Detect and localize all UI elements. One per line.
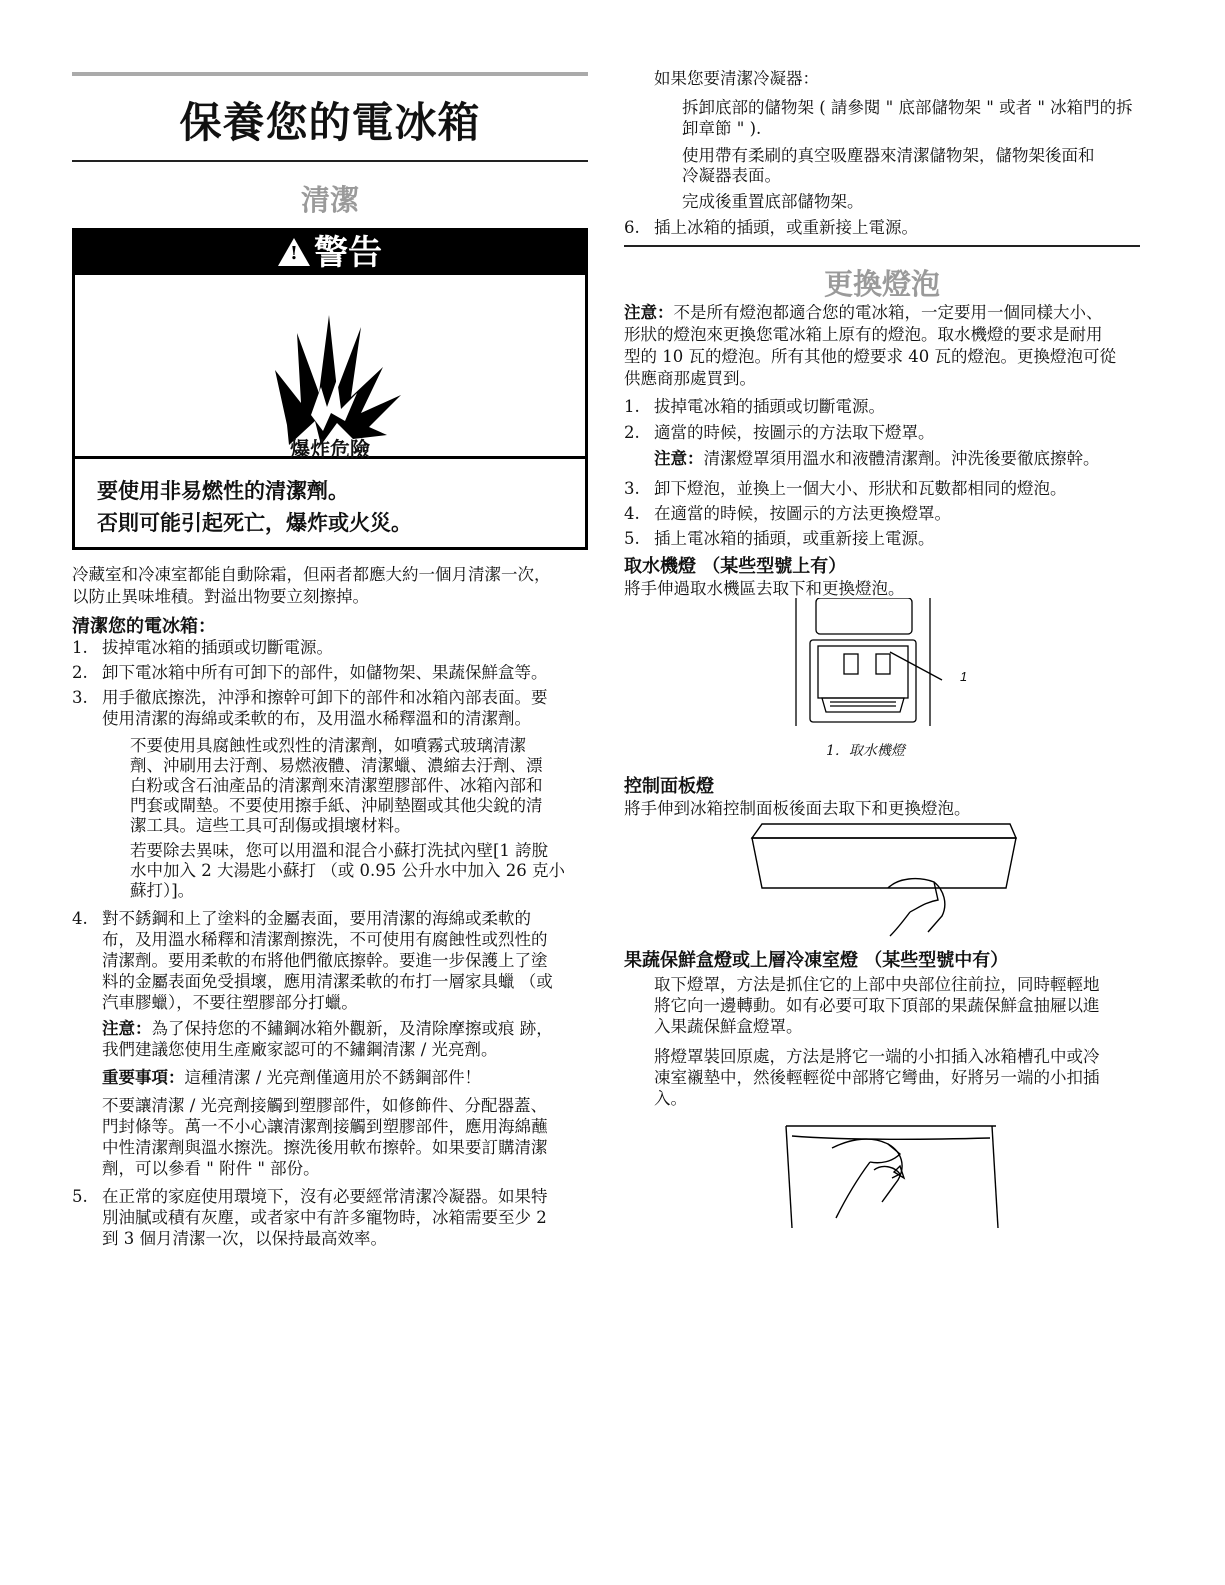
dispenser-illustration: [794, 598, 984, 728]
cleaning-heading: 清潔您的電冰箱：: [72, 616, 216, 637]
step-5-line: 別油膩或積有灰塵，或者家中有許多寵物時，冰箱需要至少 2: [102, 1208, 547, 1227]
note-text: 為了保持您的不鏽鋼冰箱外觀新，及清除摩擦或痕 跡，: [151, 1019, 553, 1038]
bulb-note-line: 型的 10 瓦的燈泡。所有其他的燈要求 40 瓦的燈泡。更換燈泡可從: [624, 347, 1116, 366]
note-line-2: 我們建議您使用生產廠家認可的不鏽鋼清潔 / 光亮劑。: [102, 1040, 498, 1059]
dispenser-text: 將手伸過取水機區去取下和更換燈泡。: [624, 579, 905, 598]
step-5-line: 在正常的家庭使用環境下，沒有必要經常清潔冷凝器。如果特: [102, 1187, 548, 1206]
sub3a-line: 門套或閘墊。不要使用擦手紙、沖刷墊圈或其他尖銳的清: [130, 796, 543, 815]
note-line-1: [102, 1018, 553, 1040]
sub3a-line: 不要使用具腐蝕性或烈性的清潔劑，如噴霧式玻璃清潔: [130, 736, 526, 755]
condenser-c: 完成後重置底部儲物架。: [682, 192, 864, 211]
bulb-note-line: 形狀的燈泡來更換您電冰箱上原有的燈泡。取水機燈的要求是耐用: [624, 325, 1103, 344]
step-4-line: 布，及用溫水稀釋和清潔劑擦洗，不可使用有腐蝕性或烈性的: [102, 930, 548, 949]
crisper-b-line: 將燈罩裝回原處，方法是將它一端的小扣插入冰箱槽孔中或冷: [654, 1047, 1100, 1066]
bulb-note-label: 注意：: [624, 303, 674, 322]
step-4-line: 料的金屬表面免受損壞，應用清潔柔軟的布打一層家具蠟 （或: [102, 972, 553, 991]
explosion-icon: [75, 275, 585, 456]
important-line: [102, 1067, 481, 1089]
sub3a-line: 劑、沖刷用去汙劑、易燃液體、清潔蠟、濃縮去汙劑、漂: [130, 756, 543, 775]
step-6-text: 插上冰箱的插頭，或重新接上電源。: [654, 218, 918, 237]
control-panel-illustration: [748, 820, 1018, 940]
sub3b-line: 蘇打）]。: [130, 881, 195, 900]
condenser-a-line: 拆卸底部的儲物架 ( 請參閱 " 底部儲物架 " 或者 " 冰箱門的拆: [682, 98, 1133, 117]
intro-line-2: 以防止異味堆積。對溢出物要立刻擦掉。: [72, 587, 369, 606]
top-rule: [72, 72, 588, 76]
crisper-b-line: 入。: [654, 1089, 687, 1108]
bulb-note-line-1: [624, 302, 1103, 324]
step-4-line: 清潔劑。要用柔軟的布將他們徹底擦幹。要進一步保護上了塗: [102, 951, 548, 970]
step-number: 5.: [624, 529, 640, 548]
step-number: 6.: [624, 218, 640, 237]
control-text: 將手伸到冰箱控制面板後面去取下和更換燈泡。: [624, 799, 971, 818]
bulb-note2-text: 清潔燈罩須用溫水和液體清潔劑。沖洗後要徹底擦幹。: [703, 449, 1100, 468]
sub3a-line: 潔工具。這些工具可刮傷或損壞材料。: [130, 816, 411, 835]
plastic-line: 劑，可以參看 " 附件 " 部份。: [102, 1159, 320, 1178]
plastic-line: 中性清潔劑與溫水擦洗。擦洗後用軟布擦幹。如果要訂購清潔: [102, 1138, 548, 1157]
danger-title: 爆炸危險: [290, 437, 370, 461]
sub3a-line: 白粉或含石油產品的清潔劑來清潔塑膠部件、冰箱內部和: [130, 776, 543, 795]
section-rule: [624, 245, 1140, 247]
sub3b-line: 若要除去異味，您可以用溫和混合小蘇打洗拭內壁[1 誇脫: [130, 841, 549, 860]
crisper-illustration: [762, 1118, 1002, 1236]
step-number: 3.: [72, 688, 88, 707]
step-number: 2.: [72, 663, 88, 682]
important-label: 重要事項：: [102, 1068, 185, 1087]
step-3-line-1: 用手徹底擦洗，沖淨和擦幹可卸下的部件和冰箱內部表面。要: [102, 688, 548, 707]
title-rule: [72, 160, 588, 162]
control-heading: 控制面板燈: [624, 776, 714, 797]
warning-box: [72, 228, 588, 550]
dispenser-heading: 取水機燈 （某些型號上有）: [624, 556, 847, 577]
sub3b-line: 水中加入 2 大湯匙小蘇打 （或 0.95 公升水中加入 26 克小: [130, 861, 565, 880]
plastic-line: 不要讓清潔 / 光亮劑接觸到塑膠部件，如修飾件、分配器蓋、: [102, 1096, 548, 1115]
dispenser-callout: 1: [960, 669, 968, 684]
condenser-intro: 如果您要清潔冷凝器：: [654, 69, 819, 88]
note-label: 注意：: [102, 1019, 152, 1038]
step-number: 1.: [624, 397, 640, 416]
bulb-step-1: 拔掉電冰箱的插頭或切斷電源。: [654, 397, 885, 416]
bulb-note-text: 不是所有燈泡都適合您的電冰箱，一定要用一個同樣大小、: [673, 303, 1103, 322]
crisper-a-line: 將它向一邊轉動。如有必要可取下頂部的果蔬保鮮盒抽屜以進: [654, 996, 1100, 1015]
explosion-icon-panel: [75, 275, 585, 459]
danger-line-1: 要使用非易燃性的清潔劑。: [97, 478, 349, 503]
important-text: 這種清潔 / 光亮劑僅適用於不銹鋼部件！: [184, 1068, 482, 1087]
step-4-line: 對不銹鋼和上了塗料的金屬表面，要用清潔的海綿或柔軟的: [102, 909, 531, 928]
step-3-line-2: 使用清潔的海綿或柔軟的布，及用溫水稀釋溫和的清潔劑。: [102, 709, 531, 728]
bulb-step-4: 在適當的時候，按圖示的方法更換燈罩。: [654, 504, 951, 523]
page-title: 保養您的電冰箱: [179, 98, 481, 147]
bulb-note2-label: 注意：: [654, 449, 704, 468]
step-5-line: 到 3 個月清潔一次，以保持最高效率。: [102, 1229, 387, 1248]
step-number: 3.: [624, 479, 640, 498]
condenser-b-line: 使用帶有柔刷的真空吸塵器來清潔儲物架，儲物架後面和: [682, 146, 1095, 165]
crisper-b-line: 凍室襯墊中，然後輕輕從中部將它彎曲，好將另一端的小扣插: [654, 1068, 1100, 1087]
step-1-text: 拔掉電冰箱的插頭或切斷電源。: [102, 638, 333, 657]
warning-label: 警告: [314, 233, 382, 273]
crisper-heading: 果蔬保鮮盒燈或上層冷凍室燈 （某些型號中有）: [624, 950, 1009, 971]
section-title-bulb: 更換燈泡: [823, 267, 940, 301]
dispenser-caption: 1．取水機燈: [826, 743, 905, 759]
crisper-a-line: 入果蔬保鮮盒燈罩。: [654, 1017, 803, 1036]
step-number: 2.: [624, 423, 640, 442]
step-number: 4.: [624, 504, 640, 523]
danger-line-2: 否則可能引起死亡，爆炸或火災。: [97, 510, 412, 535]
bulb-step-5: 插上電冰箱的插頭，或重新接上電源。: [654, 529, 935, 548]
section-title-cleaning: 清潔: [300, 183, 359, 217]
warning-header: [75, 231, 585, 275]
step-number: 1.: [72, 638, 88, 657]
bulb-step-2: 適當的時候，按圖示的方法取下燈罩。: [654, 423, 935, 442]
crisper-a-line: 取下燈罩，方法是抓住它的上部中央部位往前拉，同時輕輕地: [654, 975, 1100, 994]
warning-triangle-icon: [278, 238, 310, 266]
step-2-text: 卸下電冰箱中所有可卸下的部件，如儲物架、果蔬保鮮盒等。: [102, 663, 548, 682]
condenser-b-line: 冷凝器表面。: [682, 166, 781, 185]
bulb-note2-line: [654, 448, 1100, 470]
step-number: 4.: [72, 909, 88, 928]
condenser-a-line: 卸章節 " ).: [682, 119, 762, 138]
bulb-step-3: 卸下燈泡，並換上一個大小、形狀和瓦數都相同的燈泡。: [654, 479, 1067, 498]
bulb-note-line: 供應商那處買到。: [624, 369, 756, 388]
step-number: 5.: [72, 1187, 88, 1206]
plastic-line: 門封條等。萬一不小心讓清潔劑接觸到塑膠部件，應用海綿蘸: [102, 1117, 548, 1136]
intro-line-1: 冷藏室和冷凍室都能自動除霜，但兩者都應大約一個月清潔一次，: [72, 565, 551, 584]
step-4-line: 汽車膠蠟），不要往塑膠部分打蠟。: [102, 993, 358, 1012]
